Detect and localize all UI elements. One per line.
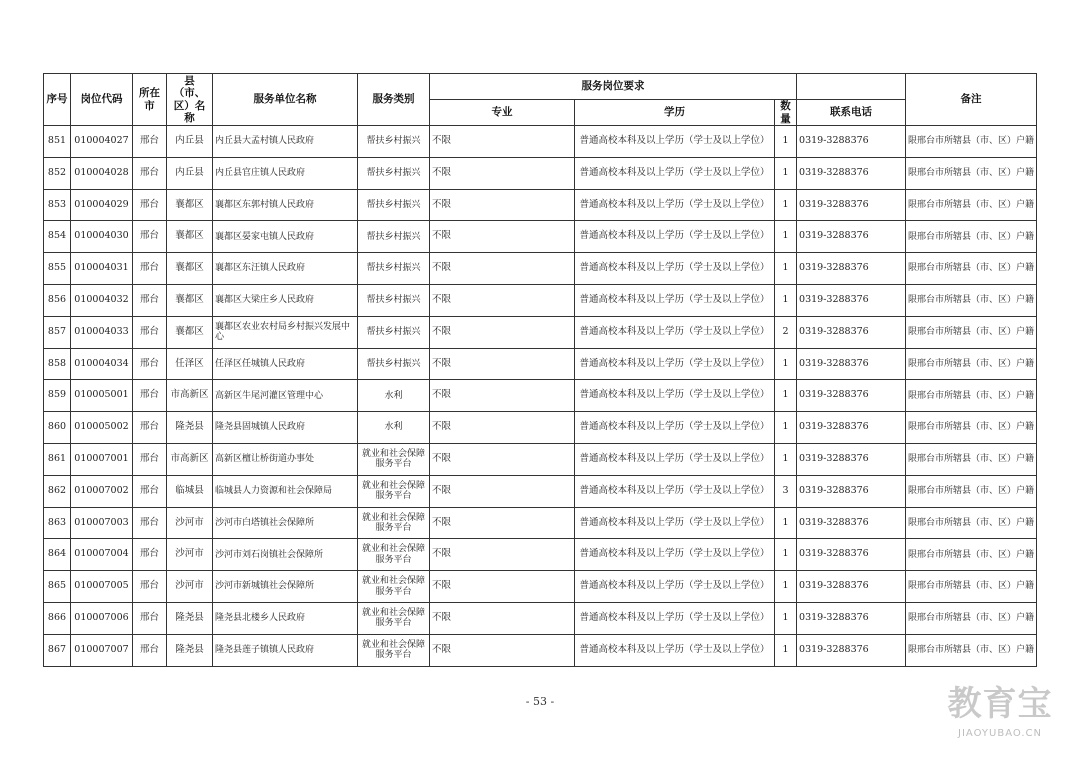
cell-seq: 859 xyxy=(44,380,71,412)
cell-unit: 高新区檀让桥街道办事处 xyxy=(213,443,358,475)
cell-remark: 限邢台市所辖县（市、区）户籍 xyxy=(906,412,1037,444)
cell-category: 就业和社会保障服务平台 xyxy=(358,571,430,603)
cell-unit: 任泽区任城镇人民政府 xyxy=(213,348,358,380)
cell-education: 普通高校本科及以上学历（学士及以上学位） xyxy=(575,348,775,380)
cell-city: 邢台 xyxy=(133,253,167,285)
cell-phone: 0319-3288376 xyxy=(797,539,906,571)
header-phone-top xyxy=(797,74,906,100)
cell-count: 1 xyxy=(775,380,797,412)
cell-unit: 隆尧县莲子镇镇人民政府 xyxy=(213,634,358,666)
cell-county: 沙河市 xyxy=(167,507,213,539)
cell-major: 不限 xyxy=(430,412,575,444)
cell-county: 内丘县 xyxy=(167,157,213,189)
cell-city: 邢台 xyxy=(133,380,167,412)
cell-city: 邢台 xyxy=(133,348,167,380)
cell-phone: 0319-3288376 xyxy=(797,443,906,475)
cell-major: 不限 xyxy=(430,348,575,380)
cell-education: 普通高校本科及以上学历（学士及以上学位） xyxy=(575,412,775,444)
cell-code: 010004032 xyxy=(71,284,133,316)
cell-seq: 865 xyxy=(44,571,71,603)
table-row xyxy=(44,602,1037,634)
header-seq: 序号 xyxy=(44,74,71,126)
watermark-domain: JIAOYUBAO.CN xyxy=(958,728,1042,739)
table-row xyxy=(44,221,1037,253)
cell-county: 隆尧县 xyxy=(167,412,213,444)
cell-seq: 862 xyxy=(44,475,71,507)
table-row xyxy=(44,539,1037,571)
watermark-logo xyxy=(940,686,1060,739)
cell-category: 帮扶乡村振兴 xyxy=(358,348,430,380)
cell-category: 帮扶乡村振兴 xyxy=(358,157,430,189)
cell-unit: 隆尧县北楼乡人民政府 xyxy=(213,602,358,634)
cell-education: 普通高校本科及以上学历（学士及以上学位） xyxy=(575,126,775,158)
cell-county: 隆尧县 xyxy=(167,634,213,666)
cell-major: 不限 xyxy=(430,507,575,539)
cell-seq: 855 xyxy=(44,253,71,285)
document-page xyxy=(43,73,1037,667)
cell-phone: 0319-3288376 xyxy=(797,284,906,316)
cell-unit: 沙河市白塔镇社会保障所 xyxy=(213,507,358,539)
cell-county: 襄都区 xyxy=(167,189,213,221)
table-row xyxy=(44,157,1037,189)
cell-county: 沙河市 xyxy=(167,571,213,603)
cell-count: 1 xyxy=(775,507,797,539)
cell-education: 普通高校本科及以上学历（学士及以上学位） xyxy=(575,221,775,253)
cell-category: 帮扶乡村振兴 xyxy=(358,284,430,316)
cell-count: 1 xyxy=(775,253,797,285)
cell-code: 010007003 xyxy=(71,507,133,539)
table-row xyxy=(44,380,1037,412)
header-category: 服务类别 xyxy=(358,74,430,126)
header-city: 所在市 xyxy=(133,74,167,126)
cell-phone: 0319-3288376 xyxy=(797,316,906,348)
cell-count: 1 xyxy=(775,602,797,634)
cell-category: 就业和社会保障服务平台 xyxy=(358,539,430,571)
cell-unit: 襄都区大梁庄乡人民政府 xyxy=(213,284,358,316)
cell-city: 邢台 xyxy=(133,126,167,158)
cell-seq: 867 xyxy=(44,634,71,666)
header-remark: 备注 xyxy=(906,74,1037,126)
cell-category: 帮扶乡村振兴 xyxy=(358,253,430,285)
table-row xyxy=(44,412,1037,444)
cell-unit: 隆尧县固城镇人民政府 xyxy=(213,412,358,444)
cell-phone: 0319-3288376 xyxy=(797,157,906,189)
cell-education: 普通高校本科及以上学历（学士及以上学位） xyxy=(575,571,775,603)
cell-count: 1 xyxy=(775,443,797,475)
cell-remark: 限邢台市所辖县（市、区）户籍 xyxy=(906,348,1037,380)
cell-count: 1 xyxy=(775,126,797,158)
cell-county: 襄都区 xyxy=(167,316,213,348)
cell-category: 就业和社会保障服务平台 xyxy=(358,634,430,666)
cell-city: 邢台 xyxy=(133,634,167,666)
cell-code: 010007001 xyxy=(71,443,133,475)
cell-category: 帮扶乡村振兴 xyxy=(358,126,430,158)
cell-education: 普通高校本科及以上学历（学士及以上学位） xyxy=(575,380,775,412)
header-count: 数量 xyxy=(775,100,797,126)
cell-code: 010005001 xyxy=(71,380,133,412)
cell-major: 不限 xyxy=(430,316,575,348)
cell-remark: 限邢台市所辖县（市、区）户籍 xyxy=(906,571,1037,603)
cell-city: 邢台 xyxy=(133,157,167,189)
cell-code: 010005002 xyxy=(71,412,133,444)
cell-count: 2 xyxy=(775,316,797,348)
cell-city: 邢台 xyxy=(133,602,167,634)
cell-education: 普通高校本科及以上学历（学士及以上学位） xyxy=(575,157,775,189)
cell-education: 普通高校本科及以上学历（学士及以上学位） xyxy=(575,443,775,475)
cell-code: 010004027 xyxy=(71,126,133,158)
cell-count: 3 xyxy=(775,475,797,507)
cell-phone: 0319-3288376 xyxy=(797,126,906,158)
cell-category: 就业和社会保障服务平台 xyxy=(358,507,430,539)
cell-code: 010007004 xyxy=(71,539,133,571)
cell-remark: 限邢台市所辖县（市、区）户籍 xyxy=(906,284,1037,316)
cell-remark: 限邢台市所辖县（市、区）户籍 xyxy=(906,507,1037,539)
cell-category: 帮扶乡村振兴 xyxy=(358,316,430,348)
cell-phone: 0319-3288376 xyxy=(797,475,906,507)
cell-major: 不限 xyxy=(430,602,575,634)
header-major: 专业 xyxy=(430,100,575,126)
cell-code: 010004031 xyxy=(71,253,133,285)
cell-count: 1 xyxy=(775,284,797,316)
cell-county: 沙河市 xyxy=(167,539,213,571)
cell-phone: 0319-3288376 xyxy=(797,507,906,539)
cell-code: 010007006 xyxy=(71,602,133,634)
cell-code: 010004029 xyxy=(71,189,133,221)
cell-seq: 861 xyxy=(44,443,71,475)
cell-phone: 0319-3288376 xyxy=(797,602,906,634)
cell-code: 010004030 xyxy=(71,221,133,253)
cell-code: 010004033 xyxy=(71,316,133,348)
cell-remark: 限邢台市所辖县（市、区）户籍 xyxy=(906,253,1037,285)
page-number: - 53 - xyxy=(525,695,555,708)
cell-remark: 限邢台市所辖县（市、区）户籍 xyxy=(906,475,1037,507)
table-row xyxy=(44,507,1037,539)
cell-phone: 0319-3288376 xyxy=(797,189,906,221)
header-county: 县（市、区）名称 xyxy=(167,74,213,126)
table-row xyxy=(44,443,1037,475)
cell-seq: 852 xyxy=(44,157,71,189)
cell-city: 邢台 xyxy=(133,539,167,571)
cell-county: 市高新区 xyxy=(167,443,213,475)
cell-count: 1 xyxy=(775,348,797,380)
cell-count: 1 xyxy=(775,221,797,253)
cell-county: 临城县 xyxy=(167,475,213,507)
cell-major: 不限 xyxy=(430,571,575,603)
cell-seq: 866 xyxy=(44,602,71,634)
cell-seq: 854 xyxy=(44,221,71,253)
cell-city: 邢台 xyxy=(133,412,167,444)
cell-remark: 限邢台市所辖县（市、区）户籍 xyxy=(906,539,1037,571)
cell-city: 邢台 xyxy=(133,284,167,316)
cell-unit: 内丘县大孟村镇人民政府 xyxy=(213,126,358,158)
cell-remark: 限邢台市所辖县（市、区）户籍 xyxy=(906,189,1037,221)
cell-count: 1 xyxy=(775,189,797,221)
cell-unit: 襄都区东郭村镇人民政府 xyxy=(213,189,358,221)
cell-category: 水利 xyxy=(358,412,430,444)
header-education: 学历 xyxy=(575,100,775,126)
cell-seq: 863 xyxy=(44,507,71,539)
table-row xyxy=(44,475,1037,507)
cell-code: 010004034 xyxy=(71,348,133,380)
cell-seq: 851 xyxy=(44,126,71,158)
table-row xyxy=(44,253,1037,285)
cell-remark: 限邢台市所辖县（市、区）户籍 xyxy=(906,126,1037,158)
cell-city: 邢台 xyxy=(133,189,167,221)
cell-major: 不限 xyxy=(430,126,575,158)
cell-city: 邢台 xyxy=(133,316,167,348)
cell-county: 隆尧县 xyxy=(167,602,213,634)
header-code: 岗位代码 xyxy=(71,74,133,126)
cell-category: 帮扶乡村振兴 xyxy=(358,221,430,253)
cell-education: 普通高校本科及以上学历（学士及以上学位） xyxy=(575,634,775,666)
cell-phone: 0319-3288376 xyxy=(797,380,906,412)
table-row xyxy=(44,126,1037,158)
cell-phone: 0319-3288376 xyxy=(797,634,906,666)
cell-count: 1 xyxy=(775,157,797,189)
table-row xyxy=(44,348,1037,380)
cell-seq: 858 xyxy=(44,348,71,380)
cell-unit: 高新区牛尾河灌区管理中心 xyxy=(213,380,358,412)
header-unit: 服务单位名称 xyxy=(213,74,358,126)
cell-phone: 0319-3288376 xyxy=(797,221,906,253)
cell-major: 不限 xyxy=(430,284,575,316)
cell-code: 010007002 xyxy=(71,475,133,507)
cell-remark: 限邢台市所辖县（市、区）户籍 xyxy=(906,380,1037,412)
cell-count: 1 xyxy=(775,634,797,666)
cell-county: 内丘县 xyxy=(167,126,213,158)
table-body xyxy=(44,126,1037,667)
cell-code: 010007007 xyxy=(71,634,133,666)
cell-county: 襄都区 xyxy=(167,253,213,285)
cell-seq: 856 xyxy=(44,284,71,316)
cell-count: 1 xyxy=(775,571,797,603)
cell-unit: 内丘县官庄镇人民政府 xyxy=(213,157,358,189)
cell-phone: 0319-3288376 xyxy=(797,412,906,444)
watermark-brand: 教育宝 xyxy=(947,684,1053,724)
cell-major: 不限 xyxy=(430,380,575,412)
cell-code: 010004028 xyxy=(71,157,133,189)
cell-phone: 0319-3288376 xyxy=(797,571,906,603)
cell-county: 任泽区 xyxy=(167,348,213,380)
cell-seq: 853 xyxy=(44,189,71,221)
cell-education: 普通高校本科及以上学历（学士及以上学位） xyxy=(575,253,775,285)
cell-education: 普通高校本科及以上学历（学士及以上学位） xyxy=(575,539,775,571)
cell-unit: 临城县人力资源和社会保障局 xyxy=(213,475,358,507)
cell-education: 普通高校本科及以上学历（学士及以上学位） xyxy=(575,602,775,634)
cell-county: 市高新区 xyxy=(167,380,213,412)
cell-unit: 沙河市新城镇社会保障所 xyxy=(213,571,358,603)
cell-city: 邢台 xyxy=(133,507,167,539)
cell-major: 不限 xyxy=(430,189,575,221)
cell-education: 普通高校本科及以上学历（学士及以上学位） xyxy=(575,189,775,221)
table-row xyxy=(44,634,1037,666)
cell-seq: 857 xyxy=(44,316,71,348)
cell-city: 邢台 xyxy=(133,443,167,475)
cell-major: 不限 xyxy=(430,475,575,507)
cell-count: 1 xyxy=(775,539,797,571)
cell-remark: 限邢台市所辖县（市、区）户籍 xyxy=(906,634,1037,666)
cell-education: 普通高校本科及以上学历（学士及以上学位） xyxy=(575,475,775,507)
cell-major: 不限 xyxy=(430,443,575,475)
table-row xyxy=(44,284,1037,316)
cell-city: 邢台 xyxy=(133,221,167,253)
cell-remark: 限邢台市所辖县（市、区）户籍 xyxy=(906,221,1037,253)
cell-category: 帮扶乡村振兴 xyxy=(358,189,430,221)
cell-unit: 襄都区东汪镇人民政府 xyxy=(213,253,358,285)
cell-county: 襄都区 xyxy=(167,221,213,253)
cell-education: 普通高校本科及以上学历（学士及以上学位） xyxy=(575,284,775,316)
cell-category: 就业和社会保障服务平台 xyxy=(358,443,430,475)
job-listing-table xyxy=(43,73,1037,667)
table-header xyxy=(44,74,1037,126)
cell-remark: 限邢台市所辖县（市、区）户籍 xyxy=(906,602,1037,634)
cell-count: 1 xyxy=(775,412,797,444)
cell-category: 就业和社会保障服务平台 xyxy=(358,602,430,634)
cell-major: 不限 xyxy=(430,253,575,285)
header-requirements: 服务岗位要求 xyxy=(430,74,797,100)
cell-category: 就业和社会保障服务平台 xyxy=(358,475,430,507)
cell-education: 普通高校本科及以上学历（学士及以上学位） xyxy=(575,316,775,348)
cell-major: 不限 xyxy=(430,157,575,189)
cell-category: 水利 xyxy=(358,380,430,412)
cell-remark: 限邢台市所辖县（市、区）户籍 xyxy=(906,316,1037,348)
cell-county: 襄都区 xyxy=(167,284,213,316)
cell-education: 普通高校本科及以上学历（学士及以上学位） xyxy=(575,507,775,539)
cell-unit: 沙河市刘石岗镇社会保障所 xyxy=(213,539,358,571)
cell-code: 010007005 xyxy=(71,571,133,603)
cell-major: 不限 xyxy=(430,539,575,571)
cell-unit: 襄都区晏家屯镇人民政府 xyxy=(213,221,358,253)
cell-unit: 襄都区农业农村局乡村振兴发展中心 xyxy=(213,316,358,348)
cell-seq: 864 xyxy=(44,539,71,571)
cell-seq: 860 xyxy=(44,412,71,444)
cell-city: 邢台 xyxy=(133,475,167,507)
header-phone: 联系电话 xyxy=(797,100,906,126)
table-row xyxy=(44,571,1037,603)
cell-remark: 限邢台市所辖县（市、区）户籍 xyxy=(906,443,1037,475)
cell-phone: 0319-3288376 xyxy=(797,253,906,285)
cell-remark: 限邢台市所辖县（市、区）户籍 xyxy=(906,157,1037,189)
cell-major: 不限 xyxy=(430,221,575,253)
table-row xyxy=(44,189,1037,221)
cell-major: 不限 xyxy=(430,634,575,666)
cell-city: 邢台 xyxy=(133,571,167,603)
cell-phone: 0319-3288376 xyxy=(797,348,906,380)
table-row xyxy=(44,316,1037,348)
